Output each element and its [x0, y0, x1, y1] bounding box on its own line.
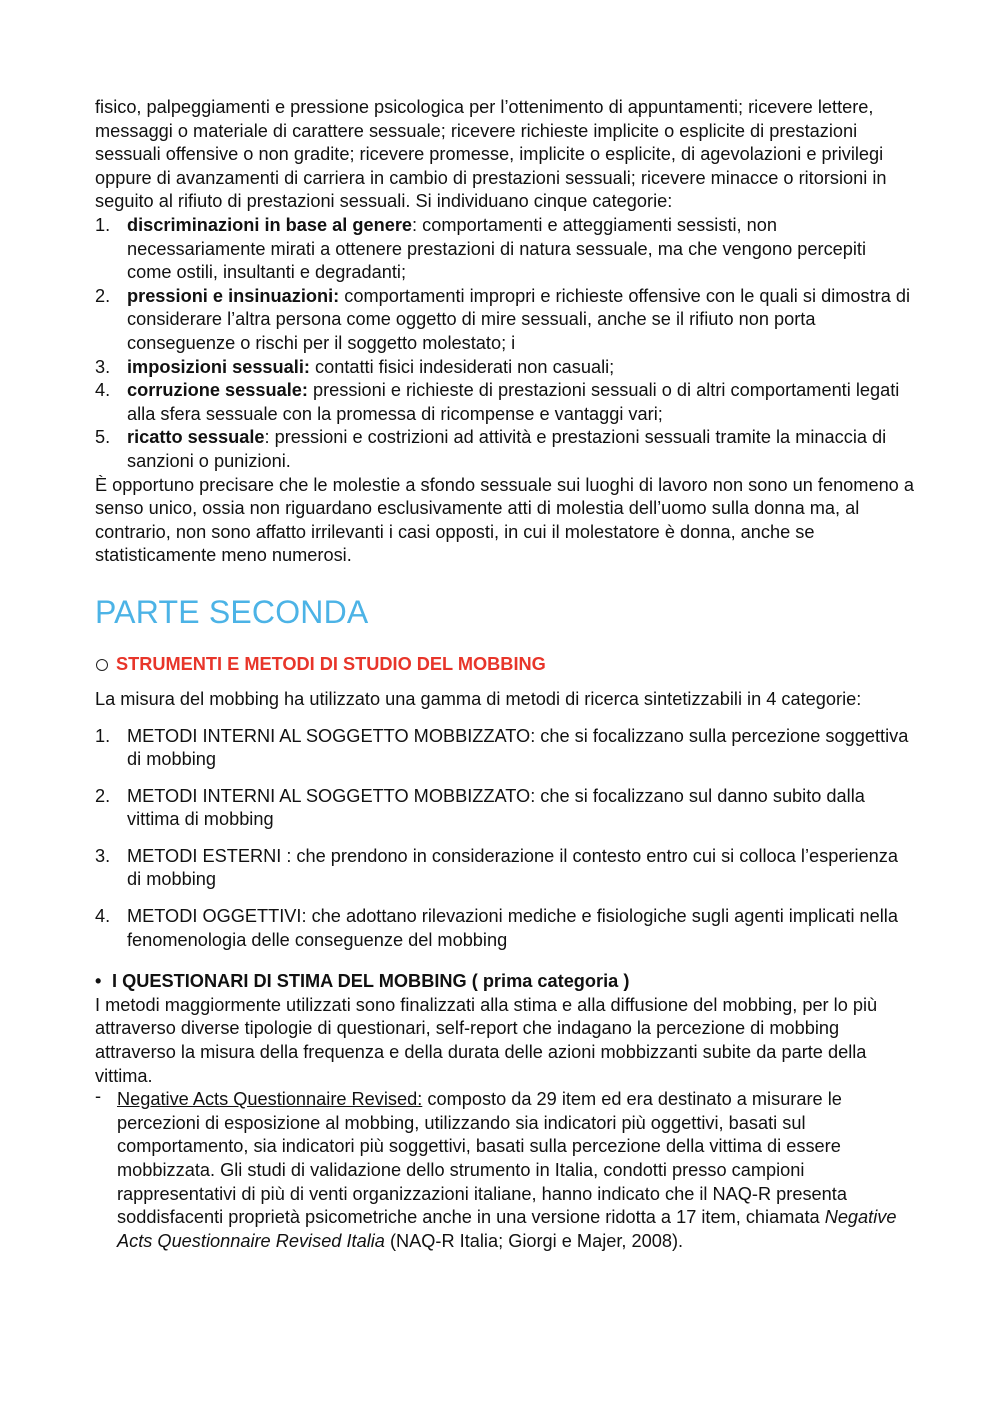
category-text: : pressioni e costrizioni ad attività e prestazioni sessuali tramite la minaccia di sanzioni o punizioni.	[127, 427, 887, 471]
category-term: pressioni e insinuazioni:	[127, 285, 340, 306]
bullet-icon: •	[95, 971, 102, 992]
list-number: 2.	[95, 285, 111, 306]
list-item	[95, 214, 915, 285]
questionari-heading-text: I QUESTIONARI DI STIMA DEL MOBBING ( prima categoria )	[112, 971, 630, 992]
circle-bullet-icon	[96, 659, 108, 671]
list-item	[95, 285, 915, 356]
list-number: 2.	[95, 785, 111, 806]
category-text: pressioni e richieste di prestazioni sessuali o di altri comportamenti legati alla sfera sessuale con la promessa di ricompense e vantaggi vari;	[127, 380, 900, 424]
method-text: METODI INTERNI AL SOGGETTO MOBBIZZATO: che si focalizzano sulla percezione soggettiva di mobbing	[127, 725, 909, 770]
subheading	[95, 653, 915, 677]
intro-paragraph: fisico, palpeggiamenti e pressione psicologica per l’ottenimento di appuntamenti; ricevere lettere, messaggi o materiale di carattere sessuale; ricevere richieste implicite o esplicite di prestazioni sessuali offensive o non gradite; ricevere promesse, implicite o esplicite, di agevolazioni e privilegi oppure di avanzamenti di carriera in cambio di prestazioni sessuali; ricevere minacce o ritorsioni in seguito al rifiuto di prestazioni sessuali. Si individuano cinque categorie:	[95, 97, 887, 212]
subheading-text: STRUMENTI E METODI DI STUDIO DEL MOBBING	[116, 654, 546, 675]
category-text: contatti fisici indesiderati non casuali;	[309, 356, 615, 377]
list-number: 3.	[95, 356, 111, 377]
closing-paragraph: È opportuno precisare che le molestie a sfondo sessuale sui luoghi di lavoro non sono un fenomeno a senso unico, ossia non riguardano esclusivamente atti di molestia dell’uomo sulla donna ma, al contrario, non sono affatto irrilevanti i casi opposti, in cui il molestatore è donna, anche se statisticamente meno numerosi.	[95, 474, 914, 566]
list-item	[95, 379, 915, 426]
questionari-paragraph: I metodi maggiormente utilizzati sono finalizzati alla stima e alla diffusione del mobbing, per lo più attraverso diverse tipologie di questionari, self-report che indagano la percezione di mobbing attraverso la misura della frequenza e della durata delle azioni mobbizzanti subite da parte della vittima.	[95, 994, 878, 1086]
list-item	[95, 905, 915, 952]
naq-citation: (NAQ-R Italia; Giorgi e Majer, 2008).	[384, 1230, 684, 1251]
list-item	[95, 356, 915, 380]
method-text: METODI INTERNI AL SOGGETTO MOBBIZZATO: che si focalizzano sul danno subito dalla vittima di mobbing	[127, 785, 865, 830]
list-item	[95, 426, 915, 473]
method-text: METODI OGGETTIVI: che adottano rilevazioni mediche e fisiologiche sugli agenti implicati nella fenomenologia delle conseguenze del mobbing	[127, 906, 898, 950]
method-text: METODI ESTERNI : che prendono in considerazione il contesto entro cui si colloca l’esperienza di mobbing	[127, 845, 898, 890]
category-term: imposizioni sessuali:	[127, 356, 310, 377]
category-term: corruzione sessuale:	[127, 380, 308, 401]
methods-intro: La misura del mobbing ha utilizzato una gamma di metodi di ricerca sintetizzabili in 4 categorie:	[95, 688, 862, 709]
list-number: 3.	[95, 845, 111, 866]
list-number: 4.	[95, 380, 111, 401]
document-page	[95, 96, 915, 1253]
list-number: 1.	[95, 725, 111, 746]
naq-title: Negative Acts Questionnaire Revised:	[117, 1089, 423, 1110]
category-text: : comportamenti e atteggiamenti sessisti, non necessariamente mirati a ottenere prestazioni di natura sessuale, ma che vengono percepiti come ostili, insultanti e degradanti;	[127, 214, 867, 283]
categories-list	[95, 214, 915, 474]
list-number: 4.	[95, 906, 111, 927]
section-heading: PARTE SECONDA	[95, 593, 369, 630]
list-item	[95, 785, 915, 832]
category-text: comportamenti impropri e richieste offensive con le quali si dimostra di considerare l’altra persona come oggetto di mire sessuali, anche se il rifiuto non porta conseguenze o rischi per il soggetto molestato; i	[127, 285, 911, 353]
naq-text: composto da 29 item ed era destinato a misurare le percezioni di esposizione al mobbing, utilizzando sia indicatori più oggettivi, basati sul comportamento, sia indicatori più soggettivi, basati sulla percezione della vittima di essere mobbizzata. Gli studi di validazione dello strumento in Italia, condotti presso campioni rappresentativi di più di venti organizzazioni italiane, hanno indicato che il NAQ-R presenta soddisfacenti proprietà psicometriche anche in una versione ridotta a 17 item, chiamata	[117, 1089, 847, 1228]
list-item	[95, 845, 915, 892]
questionari-heading	[95, 970, 915, 994]
list-number: 5.	[95, 427, 111, 448]
list-number: 1.	[95, 214, 111, 235]
category-term: discriminazioni in base al genere	[127, 214, 413, 235]
methods-list	[95, 725, 915, 953]
dash-bullet: -	[95, 1086, 102, 1107]
naq-italic-title: Negative Acts Questionnaire Revised Italia	[117, 1207, 897, 1251]
category-term: ricatto sessuale	[127, 427, 265, 448]
naq-list-item	[95, 1088, 915, 1253]
list-item	[95, 725, 915, 772]
